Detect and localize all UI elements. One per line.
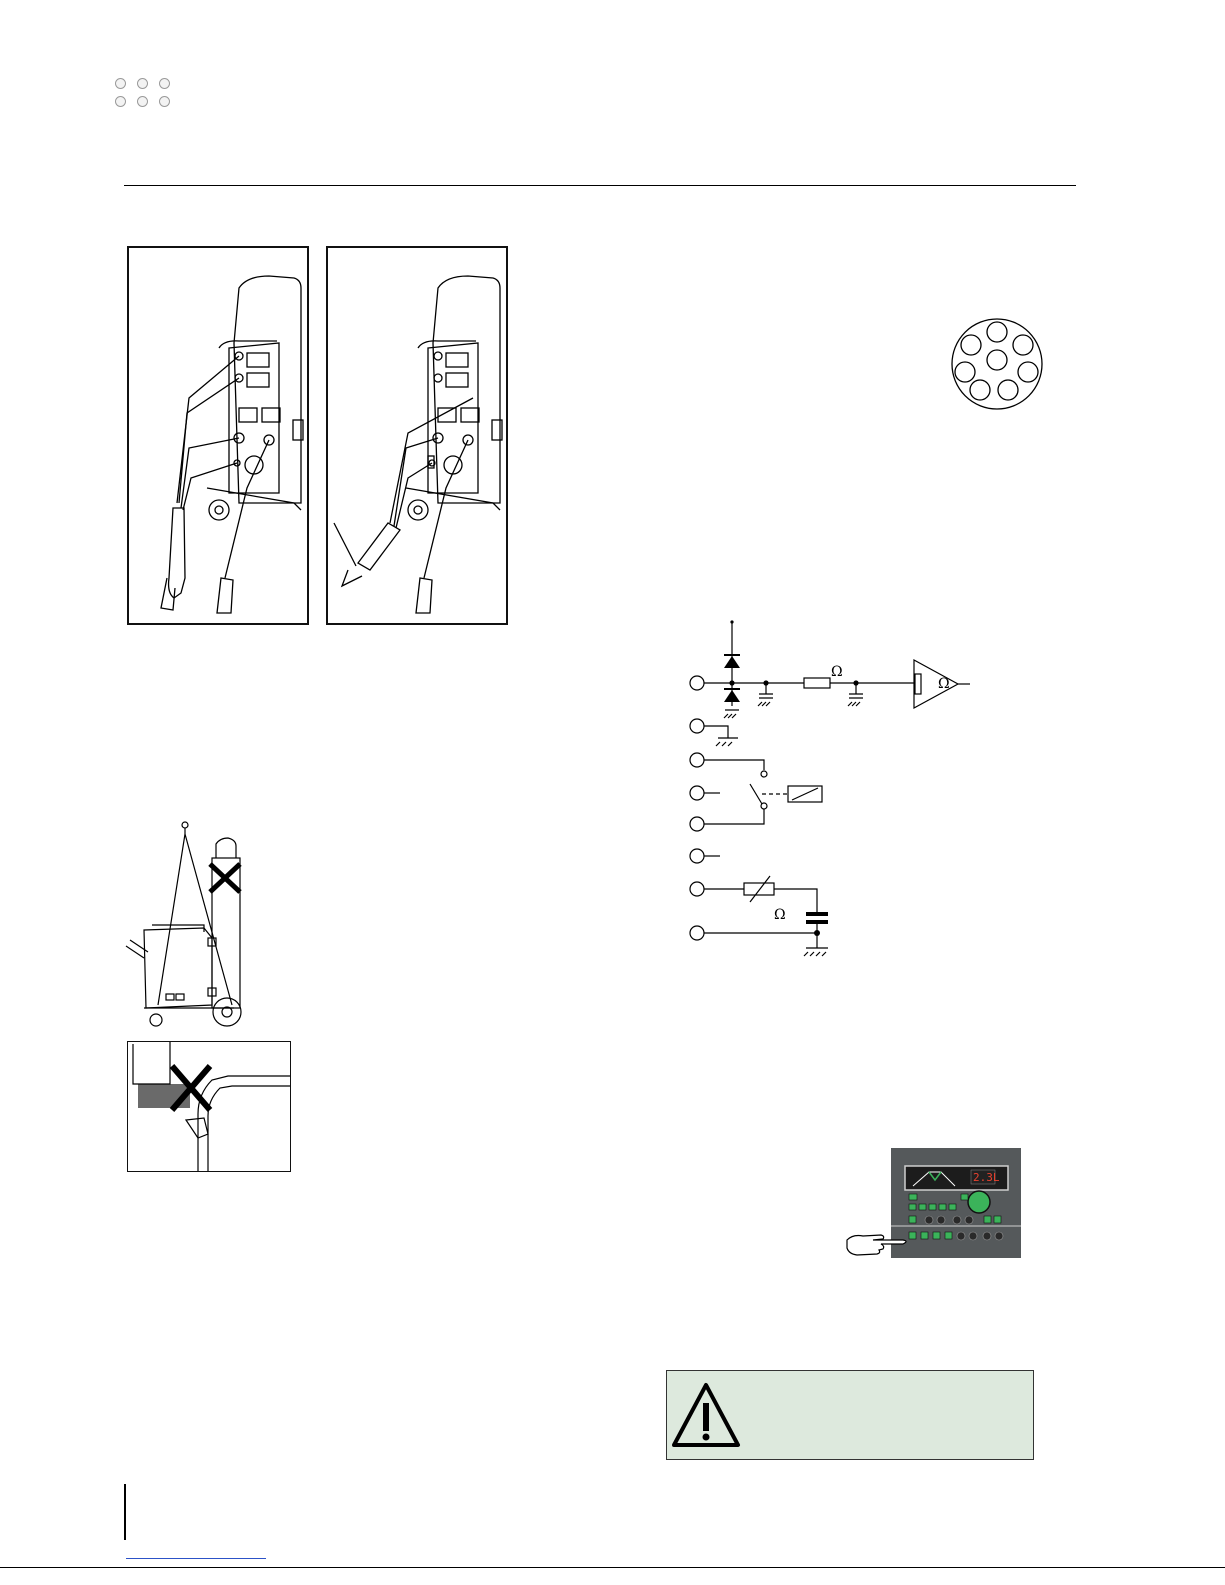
header-dots-icon — [115, 78, 175, 110]
pointing-hand-icon — [845, 1228, 911, 1258]
cylinder-closeup-drawing — [128, 1042, 290, 1171]
figure-mig-connection — [127, 246, 309, 625]
footer-rule — [0, 1567, 1225, 1568]
lifting-illustration — [124, 820, 244, 1030]
connector-schematic — [684, 618, 984, 963]
warning-box — [666, 1370, 1034, 1460]
mig-connection-drawing — [129, 248, 307, 623]
tig-connection-drawing — [328, 248, 506, 623]
header-rule — [124, 185, 1076, 186]
schematic-omega-amplifier: Ω — [938, 676, 950, 692]
footer-link-underline[interactable] — [126, 1558, 266, 1559]
warning-triangle-icon — [671, 1381, 741, 1451]
figure-tig-connection — [326, 246, 508, 625]
schematic-omega-resistor: Ω — [831, 664, 843, 680]
schematic-omega-thermistor: Ω — [774, 907, 786, 923]
x-mark-icon — [210, 864, 240, 892]
panel-display: 2.3L — [973, 1171, 1000, 1184]
figure-cylinder-prohibited — [127, 1041, 291, 1172]
socket-8-pin-diagram — [948, 318, 1046, 410]
page-margin-bar — [124, 1484, 126, 1540]
